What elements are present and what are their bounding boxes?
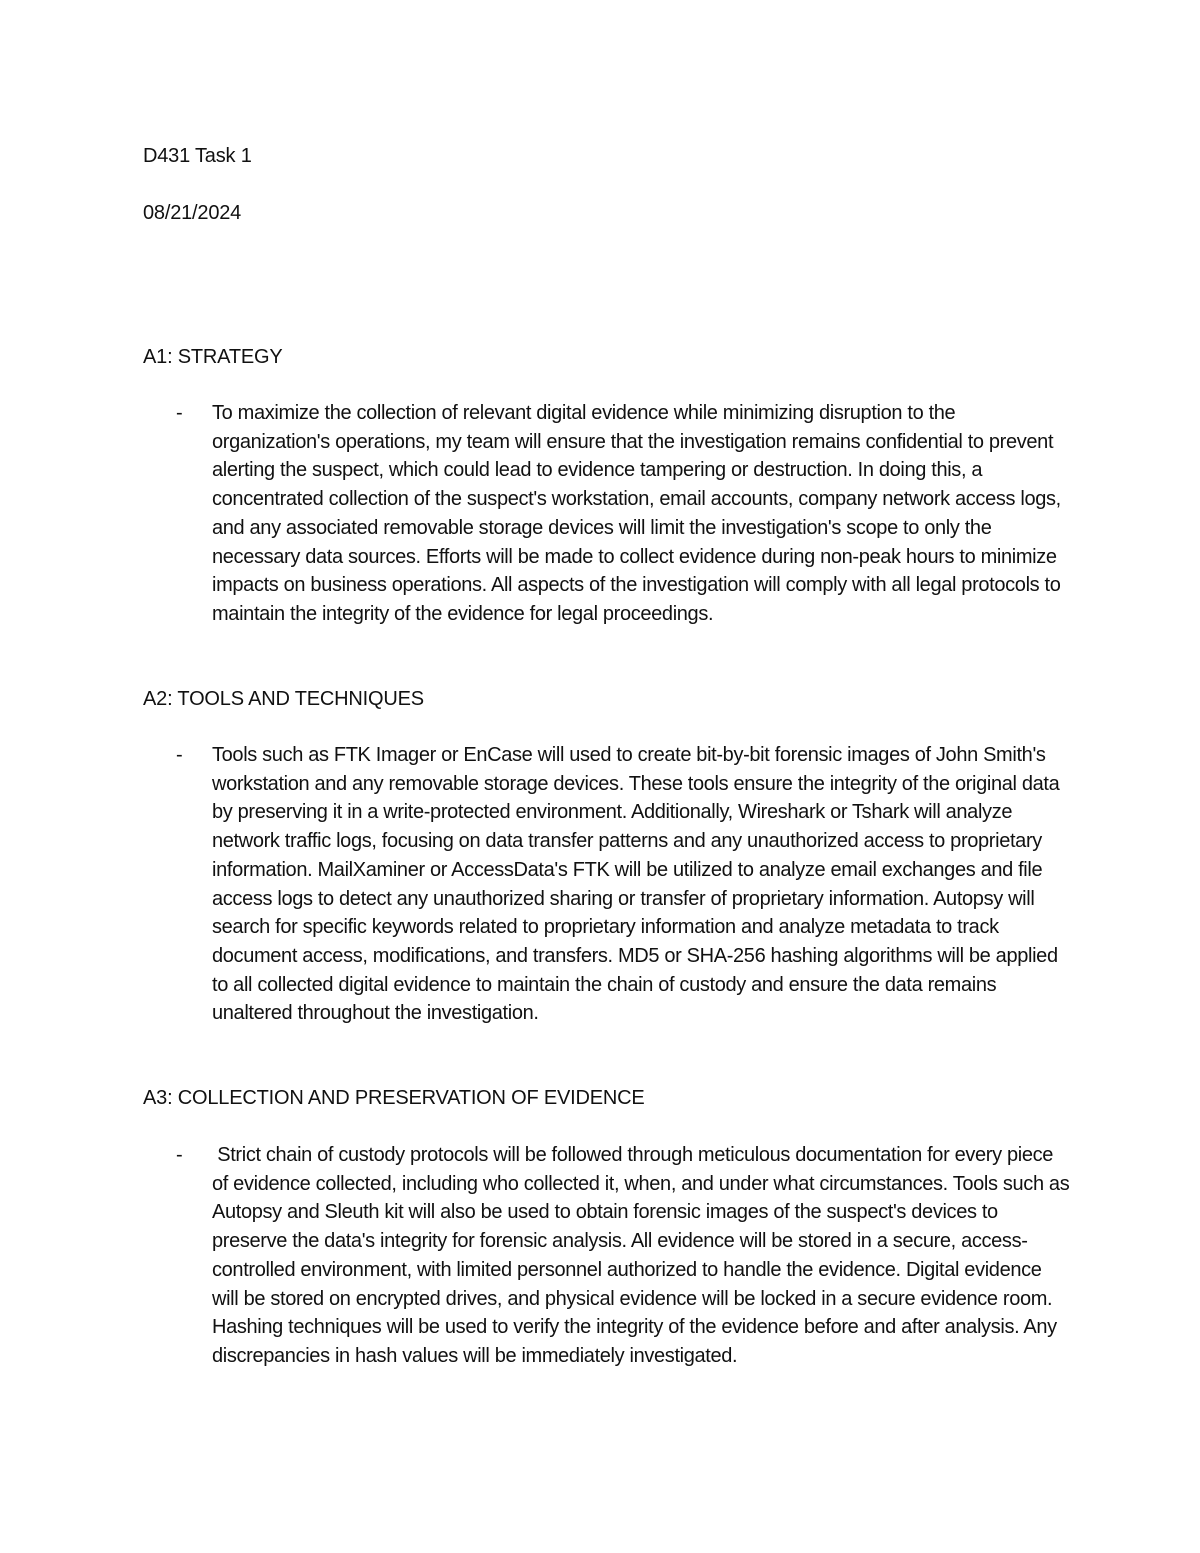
section-heading-collection: A3: COLLECTION AND PRESERVATION OF EVIDENCE: [143, 1087, 645, 1109]
paragraph-strategy: To maximize the collection of relevant digital evidence while minimizing disruption to the organization's operations, my team will ensure that the investigation remains confidential to prevent alerting the suspect, which could lead to evidence tampering or destruction. In doing this, a concentrated collection of the suspect's workstation, email accounts, company network access logs, and any associated removable storage devices will limit the investigation's scope to only the necessary data sources. Efforts will be made to collect evidence during non-peak hours to minimize impacts on business operations. All aspects of the investigation will comply with all legal protocols to maintain the integrity of the evidence for legal proceedings.: [212, 402, 1061, 625]
paragraph-collection: Strict chain of custody protocols will be followed through meticulous documentation for every piece of evidence collected, including who collected it, when, and under what circumstances. Tools such as Autopsy and Sleuth kit will also be used to obtain forensic images of the suspect's devices to preserve the data's integrity for forensic analysis. All evidence will be stored in a secure, access-controlled environment, with limited personnel authorized to handle the evidence. Digital evidence will be stored on encrypted drives, and physical evidence will be locked in a secure evidence room. Hashing techniques will be used to verify the integrity of the evidence before and after analysis. Any discrepancies in hash values will be immediately investigated.: [212, 1144, 1074, 1367]
section-heading-tools: A2: TOOLS AND TECHNIQUES: [143, 688, 424, 710]
bullet-dash: -: [176, 1144, 183, 1166]
section-heading-strategy: A1: STRATEGY: [143, 346, 283, 368]
document-date: 08/21/2024: [143, 202, 242, 224]
document-title: D431 Task 1: [143, 145, 252, 167]
paragraph-tools: Tools such as FTK Imager or EnCase will used to create bit-by-bit forensic images of John Smith's workstation and any removable storage devices. These tools ensure the integrity of the original data by preserving it in a write-protected environment. Additionally, Wireshark or Tshark will analyze network traffic logs, focusing on data transfer patterns and any unauthorized access to proprietary information. MailXaminer or AccessData's FTK will be utilized to analyze email exchanges and file access logs to detect any unauthorized sharing or transfer of proprietary information. Autopsy will search for specific keywords related to proprietary information and analyze metadata to track document access, modifications, and transfers. MD5 or SHA-256 hashing algorithms will be applied to all collected digital evidence to maintain the chain of custody and ensure the data remains unaltered throughout the investigation.: [212, 744, 1060, 1025]
bullet-dash: -: [176, 402, 183, 424]
bullet-dash: -: [176, 744, 183, 766]
